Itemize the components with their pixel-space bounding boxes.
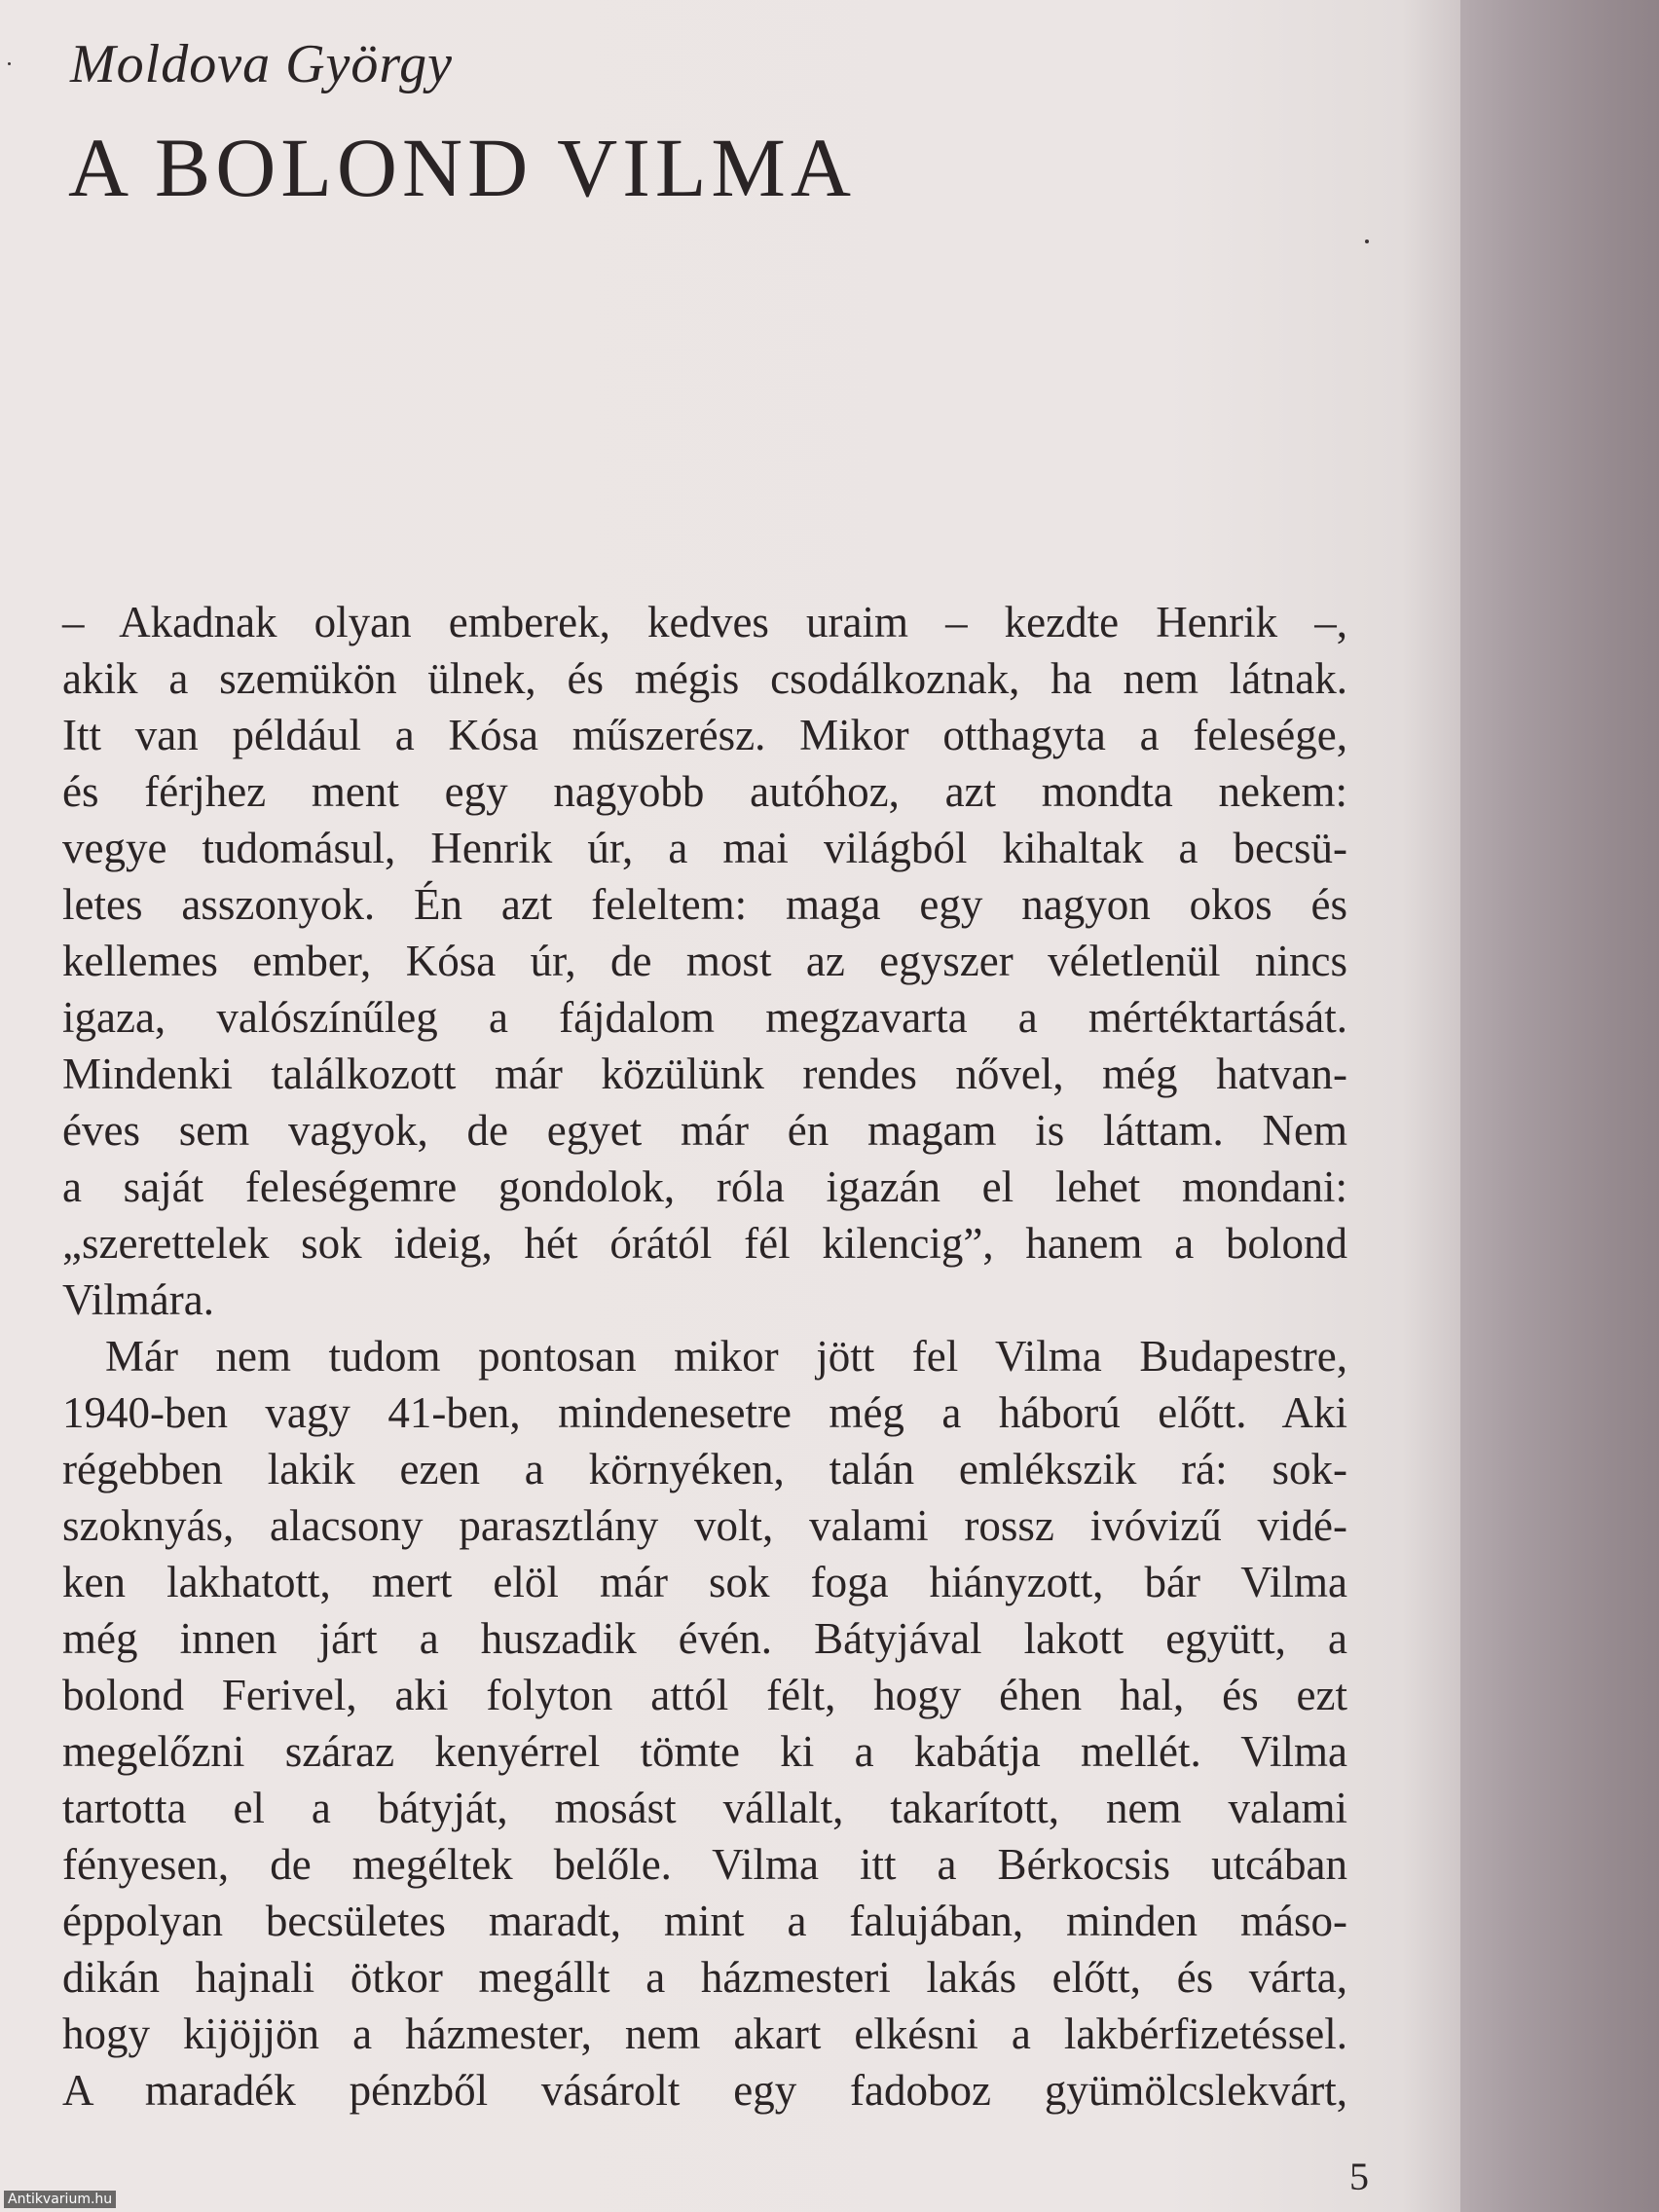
story-body xyxy=(62,594,1347,2119)
text-line: akik a szemükön ülnek, és mégis csodálkoznak, ha nem látnak. xyxy=(62,654,1347,703)
text-line: régebben lakik ezen a környéken, talán emlékszik rá: sok- xyxy=(62,1445,1347,1493)
text-line: tartotta el a bátyját, mosást vállalt, takarított, nem valami xyxy=(62,1784,1347,1832)
text-line: vegye tudomásul, Henrik úr, a mai világból kihaltak a becsü- xyxy=(62,824,1347,872)
text-line: A maradék pénzből vásárolt egy fadoboz gyümölcslekvárt, xyxy=(62,2066,1347,2115)
print-speck xyxy=(8,62,11,65)
text-line: bolond Ferivel, aki folyton attól félt, hogy éhen hal, és ezt xyxy=(62,1671,1347,1719)
text-line: hogy kijöjjön a házmester, nem akart elkésni a lakbérfizetéssel. xyxy=(62,2009,1347,2058)
text-line: Vilmára. xyxy=(62,1275,214,1324)
page-number: 5 xyxy=(1349,2155,1369,2198)
watermark: Antikvarium.hu xyxy=(4,2191,116,2208)
text-line: dikán hajnali ötkor megállt a házmesteri lakás előtt, és várta, xyxy=(62,1953,1347,2002)
paragraph-2 xyxy=(62,1328,1347,2119)
text-line: ken lakhatott, mert elöl már sok foga hiányzott, bár Vilma xyxy=(62,1558,1347,1606)
print-speck xyxy=(1365,240,1369,243)
text-line: a saját feleségemre gondolok, róla igazán el lehet mondani: xyxy=(62,1162,1347,1211)
text-line: éppolyan becsületes maradt, mint a falujában, minden máso- xyxy=(62,1897,1347,1945)
paragraph-1 xyxy=(62,594,1347,1328)
story-title: A BOLOND VILMA xyxy=(68,121,856,214)
text-line: és férjhez ment egy nagyobb autóhoz, azt mondta nekem: xyxy=(62,767,1347,816)
text-line: 1940-ben vagy 41-ben, mindenesetre még a háború előtt. Aki xyxy=(62,1388,1347,1437)
text-line: még innen járt a huszadik évén. Bátyjával lakott együtt, a xyxy=(62,1614,1347,1663)
text-line: Mindenki találkozott már közülünk rendes nővel, még hatvan- xyxy=(62,1050,1347,1098)
text-line: szoknyás, alacsony parasztlány volt, valami rossz ivóvizű vidé- xyxy=(62,1501,1347,1550)
text-line: Itt van például a Kósa műszerész. Mikor otthagyta a felesége, xyxy=(62,711,1347,759)
text-line: igaza, valószínűleg a fájdalom megzavarta a mértéktartását. xyxy=(62,993,1347,1042)
text-line: kellemes ember, Kósa úr, de most az egyszer véletlenül nincs xyxy=(62,937,1347,985)
text-line: fényesen, de megéltek belőle. Vilma itt a Bérkocsis utcában xyxy=(62,1840,1347,1889)
text-line: – Akadnak olyan emberek, kedves uraim – kezdte Henrik –, xyxy=(62,598,1347,646)
text-line: „szerettelek sok ideig, hét órától fél kilencig”, hanem a bolond xyxy=(62,1219,1347,1268)
text-line: megelőzni száraz kenyérrel tömte ki a kabátja mellét. Vilma xyxy=(62,1727,1347,1776)
text-line: letes asszonyok. Én azt feleltem: maga egy nagyon okos és xyxy=(62,880,1347,929)
adjacent-page-edge xyxy=(1460,0,1659,2212)
text-line: éves sem vagyok, de egyet már én magam is láttam. Nem xyxy=(62,1106,1347,1155)
text-line: Már nem tudom pontosan mikor jött fel Vilma Budapestre, xyxy=(105,1332,1347,1381)
author-name: Moldova György xyxy=(70,34,453,94)
